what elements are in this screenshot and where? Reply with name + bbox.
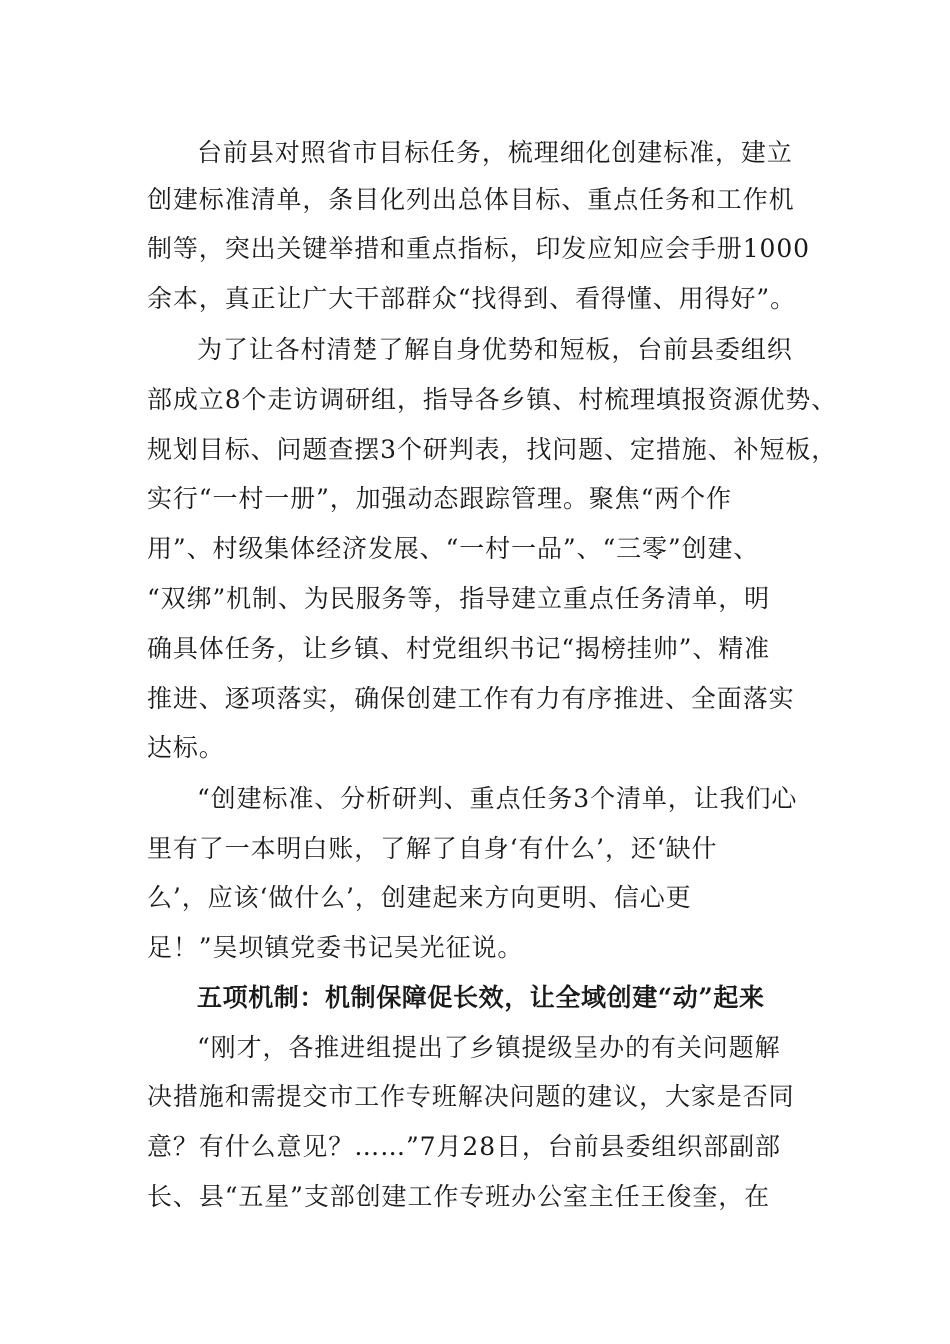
paragraph-2-line-4: 实行“一村一册”，加强动态跟踪管理。聚焦“两个作 bbox=[147, 484, 732, 513]
paragraph-4-line-3: 意？有什么意见？……”7月28日，台前县委组织部副部 bbox=[147, 1132, 781, 1161]
paragraph-1-line-2: 创建标准清单，条目化列出总体目标、重点任务和工作机 bbox=[147, 185, 795, 214]
paragraph-2-line-3: 规划目标、问题查摆3个研判表，找问题、定措施、补短板， bbox=[147, 435, 838, 464]
paragraph-2-line-7: 确具体任务，让乡镇、村党组织书记“揭榜挂帅”、精准 bbox=[147, 634, 771, 663]
paragraph-2-line-5: 用”、村级集体经济发展、“一村一品”、“三零”创建、 bbox=[147, 534, 760, 563]
paragraph-4-line-4: 长、县“五星”支部创建工作专班办公室主任王俊奎，在 bbox=[147, 1182, 771, 1211]
section-heading: 五项机制：机制保障促长效，让全域创建“动”起来 bbox=[197, 983, 765, 1012]
paragraph-3-line-3: 么’，应该‘做什么’，创建起来方向更明、信心更 bbox=[147, 883, 692, 912]
paragraph-2-line-2: 部成立8个走访调研组，指导各乡镇、村梳理填报资源优势、 bbox=[147, 385, 838, 414]
paragraph-4-line-1: “刚才，各推进组提出了乡镇提级呈办的有关问题解 bbox=[197, 1033, 781, 1062]
paragraph-2-line-8: 推进、逐项落实，确保创建工作有力有序推进、全面落实 bbox=[147, 684, 795, 713]
paragraph-2-line-1: 为了让各村清楚了解自身优势和短板，台前县委组织 bbox=[197, 335, 793, 364]
paragraph-3-line-1: “创建标准、分析研判、重点任务3个清单，让我们心 bbox=[197, 784, 798, 813]
paragraph-2-line-9: 达标。 bbox=[147, 733, 225, 762]
paragraph-1-line-4: 余本，真正让广大干部群众“找得到、看得懂、用得好”。 bbox=[147, 284, 796, 313]
paragraph-4-line-2: 决措施和需提交市工作专班解决问题的建议，大家是否同 bbox=[147, 1082, 795, 1111]
paragraph-1-line-3: 制等，突出关键举措和重点指标，印发应知应会手册1000 bbox=[147, 234, 810, 263]
paragraph-3-line-4: 足！”吴坝镇党委书记吴光征说。 bbox=[147, 933, 524, 962]
paragraph-3-line-2: 里有了一本明白账，了解了自身‘有什么’，还‘缺什 bbox=[147, 834, 718, 863]
paragraph-2-line-6: “双绑”机制、为民服务等，指导建立重点任务清单，明 bbox=[147, 584, 771, 613]
paragraph-1-line-1: 台前县对照省市目标任务，梳理细化创建标准，建立 bbox=[197, 138, 793, 167]
